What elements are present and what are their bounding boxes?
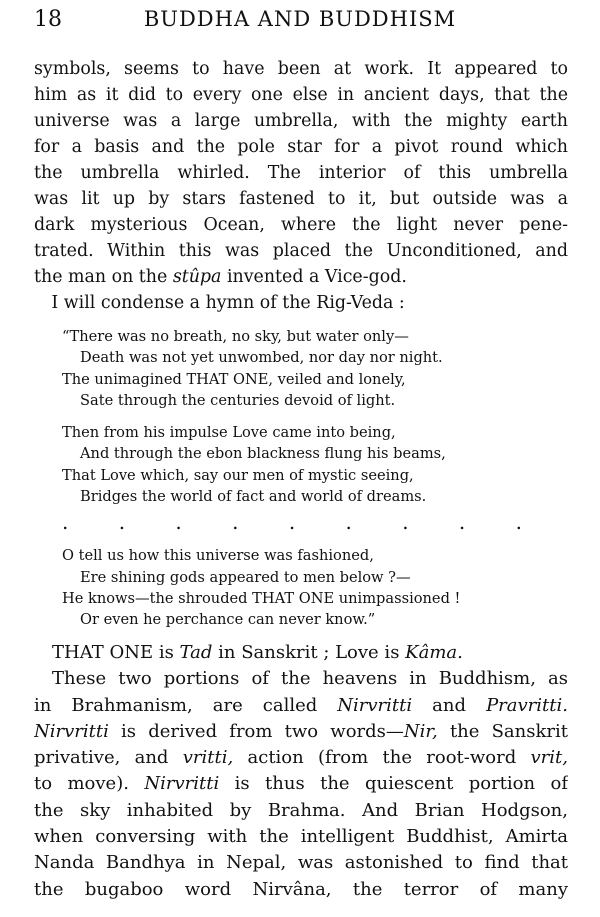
text-line: the umbrella whirled. The interior of this umbrella bbox=[34, 163, 568, 183]
running-title: BUDDHA AND BUDDHISM bbox=[143, 7, 457, 31]
text-line bbox=[34, 824, 568, 850]
page-number: 18 bbox=[34, 7, 62, 32]
italic-term: vritti, bbox=[182, 747, 234, 769]
text-run: invented a Vice-god. bbox=[221, 267, 407, 287]
ellipsis-dot: . bbox=[402, 510, 409, 535]
ellipsis-dot: . bbox=[118, 510, 126, 535]
ellipsis-dot: . bbox=[515, 510, 522, 535]
text-block-top bbox=[34, 56, 568, 642]
text-run: is thus the quiescent portion of bbox=[219, 773, 568, 795]
text-line bbox=[34, 877, 568, 903]
verse-line: The unimagined THAT ONE, veiled and lonely, bbox=[62, 370, 406, 388]
intro-line: I will condense a hymn of the Rig-Veda : bbox=[51, 293, 405, 313]
text-run: the sky inhabited by Brahma. And Brian Hodgson, bbox=[34, 799, 568, 821]
verse-line: Bridges the world of fact and world of dreams. bbox=[80, 488, 427, 506]
verse-line: Then from his impulse Love came into being, bbox=[62, 424, 396, 442]
stanza-3 bbox=[62, 545, 568, 630]
text-line: for a basis and the pole star for a pivot round which bbox=[34, 137, 568, 157]
text-line: symbols, seems to have been at work. It appeared to bbox=[34, 59, 568, 79]
text-run: to move). bbox=[34, 773, 145, 795]
italic-term: Nir, bbox=[403, 720, 438, 742]
text-line: universe was a large umbrella, with the mighty earth bbox=[34, 111, 568, 131]
text-line bbox=[34, 745, 568, 771]
verse-line: That Love which, say our men of mystic seeing, bbox=[62, 466, 414, 484]
italic-term: Nirvritti bbox=[337, 694, 413, 716]
text-run: THAT ONE is bbox=[52, 642, 180, 663]
verse-line: He knows—the shrouded THAT ONE unimpassioned ! bbox=[62, 589, 461, 607]
text-line: dark mysterious Ocean, where the light never pene- bbox=[34, 215, 568, 235]
text-block-bottom bbox=[34, 640, 568, 903]
ellipsis-dot: . bbox=[458, 510, 466, 535]
verse-line: O tell us how this universe was fashioned, bbox=[62, 547, 374, 565]
ellipsis-row bbox=[62, 511, 522, 533]
italic-term: Nirvritti bbox=[34, 720, 109, 742]
text-line: him as it did to every one else in ancient days, that the bbox=[34, 85, 568, 105]
italic-term: Kâma. bbox=[405, 642, 463, 663]
text-line bbox=[34, 640, 568, 666]
verse-line: Sate through the centuries devoid of light. bbox=[80, 391, 396, 409]
hymn-quote bbox=[62, 326, 568, 631]
text-run: is derived from two words— bbox=[108, 720, 404, 742]
ellipsis-dot: . bbox=[232, 510, 239, 535]
text-line bbox=[34, 798, 568, 824]
verse-line: Or even he perchance can never know.” bbox=[80, 611, 376, 629]
ellipsis-dot: . bbox=[345, 510, 352, 535]
text-run: when conversing with the intelligent Buddhist, Amirta bbox=[34, 826, 568, 848]
page-header bbox=[34, 7, 566, 37]
italic-term: stûpa bbox=[172, 267, 222, 287]
text-run: the bugaboo word Nirvâna, the terror of many bbox=[34, 878, 568, 900]
verse-line: And through the ebon blackness flung his beams, bbox=[80, 445, 446, 463]
text-run: in Brahmanism, are called bbox=[34, 694, 338, 716]
italic-term: Nirvritti bbox=[144, 773, 220, 795]
stanza-2 bbox=[62, 422, 568, 507]
verse-line: Ere shining gods appeared to men below ?— bbox=[80, 568, 411, 586]
italic-term: Tad bbox=[179, 642, 213, 663]
text-line: trated. Within this was placed the Unconditioned, and bbox=[34, 241, 568, 261]
text-line bbox=[34, 693, 568, 719]
text-line bbox=[34, 666, 568, 692]
stanza-1 bbox=[62, 326, 568, 411]
ellipsis-dot: . bbox=[62, 510, 69, 535]
text-line bbox=[34, 264, 568, 290]
italic-term: vrit, bbox=[530, 747, 568, 769]
text-line bbox=[34, 771, 568, 797]
ellipsis-dot: . bbox=[288, 510, 296, 535]
text-line bbox=[34, 850, 568, 876]
text-line bbox=[34, 719, 568, 745]
text-run: These two portions of the heavens in Buddhism, as bbox=[52, 668, 568, 690]
text-line: was lit up by stars fastened to it, but outside was a bbox=[34, 189, 568, 209]
text-run: and bbox=[412, 694, 487, 716]
verse-line: Death was not yet unwombed, nor day nor night. bbox=[80, 349, 443, 367]
verse-line: “There was no breath, no sky, but water only— bbox=[62, 328, 409, 345]
text-run: privative, and bbox=[34, 747, 183, 769]
text-run: the man on the bbox=[34, 267, 173, 287]
text-run: the Sanskrit bbox=[437, 720, 568, 742]
ellipsis-dot: . bbox=[175, 510, 182, 535]
italic-term: Pravritti. bbox=[486, 694, 568, 716]
text-run: Nanda Bandhya in Nepal, was astonished to find that bbox=[34, 852, 568, 874]
text-run: in Sanskrit ; Love is bbox=[212, 642, 406, 663]
text-run: action (from the root-word bbox=[233, 747, 531, 769]
